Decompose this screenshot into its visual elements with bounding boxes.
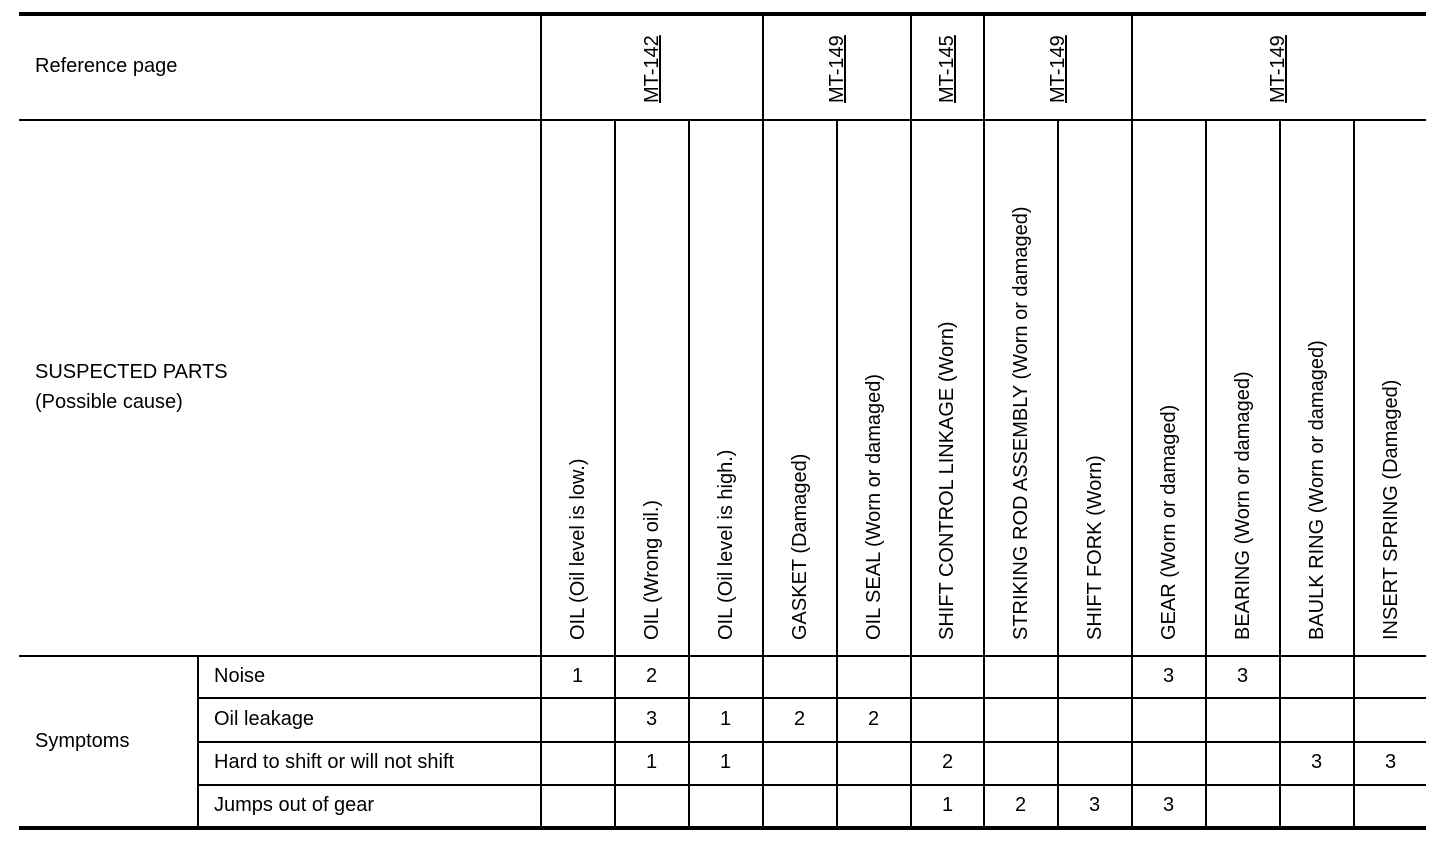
symptom-divider-3 [198, 784, 1426, 786]
possible-cause-label: (Possible cause) [35, 391, 183, 413]
col-divider [1057, 120, 1059, 828]
reference-link[interactable]: MT-145 [936, 35, 958, 103]
col-divider [1279, 120, 1281, 828]
reference-link[interactable]: MT-149 [826, 35, 848, 103]
part-name: SHIFT CONTROL LINKAGE (Worn) [936, 321, 958, 640]
part-name: OIL (Oil level is high.) [715, 449, 737, 640]
parts-row-divider [19, 655, 1426, 657]
priority-cell: 3 [1088, 794, 1101, 816]
priority-cell: 1 [719, 751, 732, 773]
symptom-name: Jumps out of gear [214, 794, 375, 816]
symptom-name: Oil leakage [214, 708, 315, 730]
reference-link[interactable]: MT-142 [641, 35, 663, 103]
symptom-divider-2 [198, 741, 1426, 743]
priority-cell: 3 [1162, 665, 1175, 687]
symptoms-label: Symptoms [35, 730, 130, 752]
symptom-name-divider [197, 656, 199, 828]
priority-cell: 3 [1310, 751, 1323, 773]
label-column-divider [540, 14, 542, 828]
priority-cell: 3 [1162, 794, 1175, 816]
part-name: OIL (Oil level is low.) [567, 458, 589, 640]
reference-row-divider [19, 119, 1426, 121]
part-name: STRIKING ROD ASSEMBLY (Worn or damaged) [1010, 206, 1032, 640]
part-name: OIL (Wrong oil.) [641, 499, 663, 640]
priority-cell: 1 [571, 665, 584, 687]
group-divider-2 [910, 14, 912, 828]
priority-cell: 2 [941, 751, 954, 773]
reference-link[interactable]: MT-149 [1267, 35, 1289, 103]
symptom-divider-1 [198, 697, 1426, 699]
part-name: BEARING (Worn or damaged) [1232, 371, 1254, 640]
group-divider-1 [762, 14, 764, 828]
col-divider [1353, 120, 1355, 828]
group-divider-3 [983, 14, 985, 828]
reference-page-label: Reference page [35, 55, 178, 77]
col-divider [1205, 120, 1207, 828]
priority-cell: 1 [719, 708, 732, 730]
part-name: SHIFT FORK (Worn) [1084, 455, 1106, 640]
priority-cell: 3 [1236, 665, 1249, 687]
table-top-border [19, 12, 1426, 16]
symptom-name: Noise [214, 665, 266, 687]
priority-cell: 1 [645, 751, 658, 773]
symptom-name: Hard to shift or will not shift [214, 751, 455, 773]
part-name: BAULK RING (Worn or damaged) [1306, 340, 1328, 640]
priority-cell: 3 [1384, 751, 1397, 773]
suspected-parts-label: SUSPECTED PARTS [35, 361, 228, 383]
part-name: OIL SEAL (Worn or damaged) [863, 373, 885, 640]
priority-cell: 3 [645, 708, 658, 730]
priority-cell: 2 [1014, 794, 1027, 816]
reference-link[interactable]: MT-149 [1047, 35, 1069, 103]
priority-cell: 2 [645, 665, 658, 687]
part-name: INSERT SPRING (Damaged) [1380, 379, 1402, 640]
priority-cell: 2 [793, 708, 806, 730]
table-bottom-border [19, 826, 1426, 830]
priority-cell: 2 [867, 708, 880, 730]
group-divider-4 [1131, 14, 1133, 828]
part-name: GASKET (Damaged) [789, 453, 811, 640]
part-name: GEAR (Worn or damaged) [1158, 404, 1180, 640]
priority-cell: 1 [941, 794, 954, 816]
